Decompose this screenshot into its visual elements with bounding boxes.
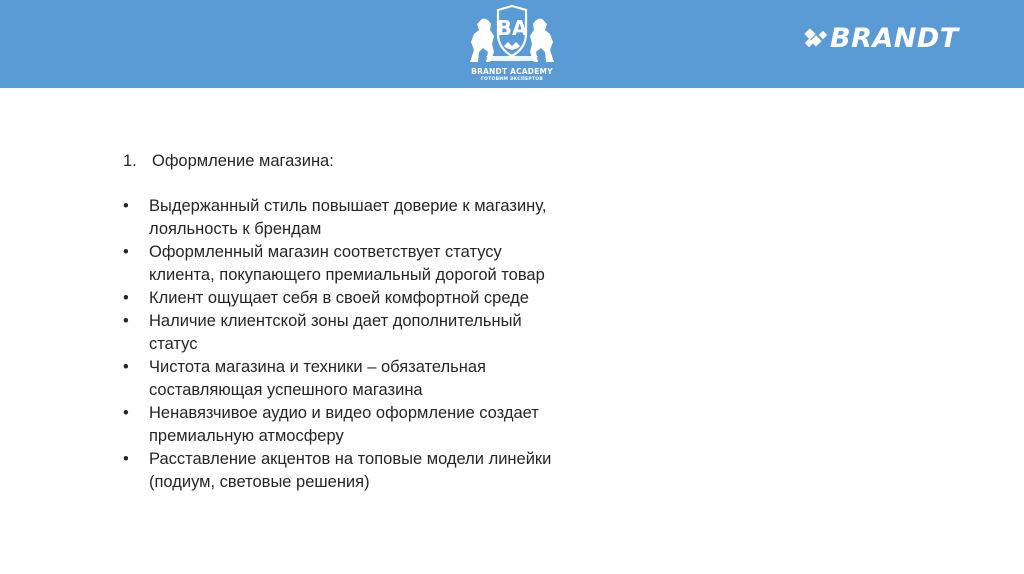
brandt-academy-logo	[462, 4, 562, 86]
bullet-marker: •	[123, 243, 129, 261]
header-bar	[0, 0, 1024, 88]
academy-name: BRANDT ACADEMY	[471, 67, 553, 76]
heading-text: Оформление магазина:	[152, 152, 334, 170]
list-item	[123, 195, 563, 241]
brandt-wordmark: BRANDT	[830, 23, 959, 54]
brandt-logo	[804, 24, 959, 54]
bullet-marker: •	[123, 404, 129, 422]
list-item	[123, 402, 563, 448]
bullet-text: Оформленный магазин соответствует статусу клиента, покупающего премиальный дорогой товар	[149, 243, 545, 284]
list-item	[123, 287, 563, 310]
bullet-text: Наличие клиентской зоны дает дополнительный статус	[149, 312, 522, 353]
bullet-marker: •	[123, 289, 129, 307]
bullet-text: Клиент ощущает себя в своей комфортной среде	[149, 289, 529, 307]
bullet-text: Расставление акцентов на топовые модели линейки (подиум, световые решения)	[149, 450, 552, 491]
bullet-marker: •	[123, 197, 129, 215]
lion-crest-icon	[464, 4, 560, 66]
bullet-list	[123, 195, 563, 494]
academy-tagline: ГОТОВИМ ЭКСПЕРТОВ	[480, 77, 544, 82]
bullet-marker: •	[123, 312, 129, 330]
academy-monogram: BA	[496, 16, 528, 40]
slide-content	[123, 150, 563, 494]
list-item	[123, 448, 563, 494]
bullet-text: Ненавязчивое аудио и видео оформление создает премиальную атмосферу	[149, 404, 539, 445]
bullet-marker: •	[123, 450, 129, 468]
bullet-text: Выдержанный стиль повышает доверие к магазину, лояльность к брендам	[149, 197, 547, 238]
list-item	[123, 356, 563, 402]
numbered-heading	[123, 150, 563, 173]
bullet-marker: •	[123, 358, 129, 376]
bullet-text: Чистота магазина и техники – обязательная составляющая успешного магазина	[149, 358, 486, 399]
heading-number: 1.	[123, 152, 137, 170]
list-item	[123, 310, 563, 356]
list-item	[123, 241, 563, 287]
brandt-mark-icon	[804, 28, 828, 50]
